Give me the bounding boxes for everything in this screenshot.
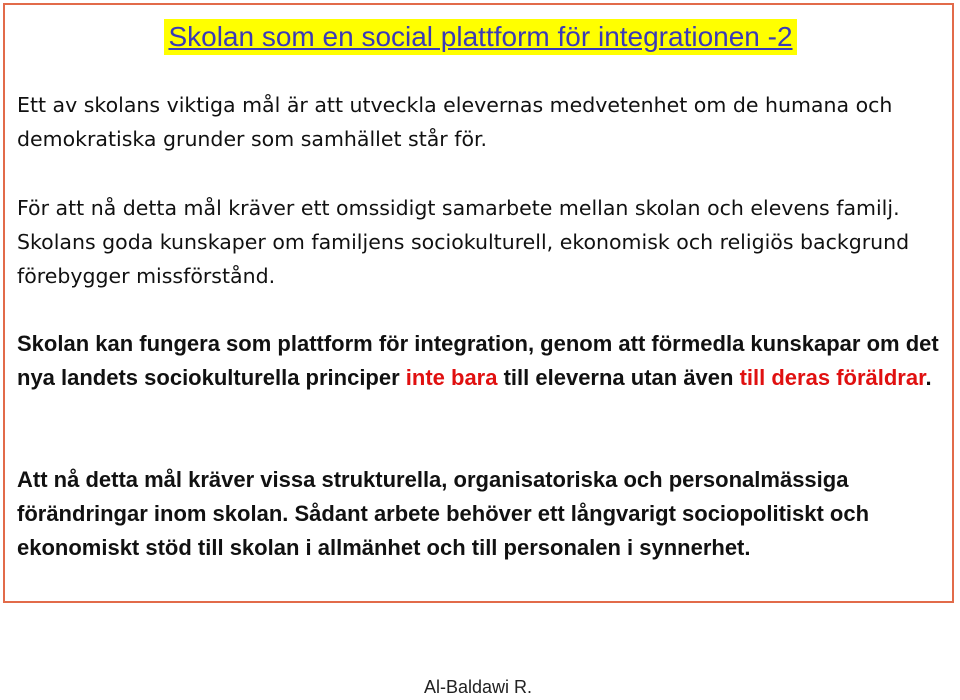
p3-text-1: Skolan kan fungera som plattform för integration, genom att förmedla kunskapar om det nya landets sociokulturella principer <box>17 331 939 390</box>
title-row <box>5 19 956 55</box>
p3-emphasis-parents: till deras föräldrar <box>739 365 926 390</box>
paragraph-integration-platform <box>17 327 947 395</box>
paragraph-structural-changes: Att nå detta mål kräver vissa strukturella, organisatoriska och personalmässiga förändringar inom skolan. Sådant arbete behöver ett långvarigt sociopolitiskt och ekonomiskt stöd till skolan i allmänhet och till personalen i synnerhet. <box>17 467 870 560</box>
paragraph-cooperation: För att nå detta mål kräver ett omssidigt samarbete mellan skolan och elevens familj. Skolans goda kunskaper om familjens sociokulturell, ekonomisk och religiös backgrund förebygger missförstånd. <box>17 196 910 288</box>
paragraph-goal: Ett av skolans viktiga mål är att utveckla elevernas medvetenhet om de humana och demokratiska grunder som samhället står för. <box>17 93 893 151</box>
p3-text-2: till eleverna utan även <box>497 365 740 390</box>
p3-text-3: . <box>925 365 932 390</box>
slide-title: Skolan som en social plattform för integrationen -2 <box>164 19 796 55</box>
content-frame <box>3 3 954 603</box>
author-footer: Al-Baldawi R. <box>424 677 533 697</box>
p3-emphasis-not-only: inte bara <box>405 365 498 390</box>
